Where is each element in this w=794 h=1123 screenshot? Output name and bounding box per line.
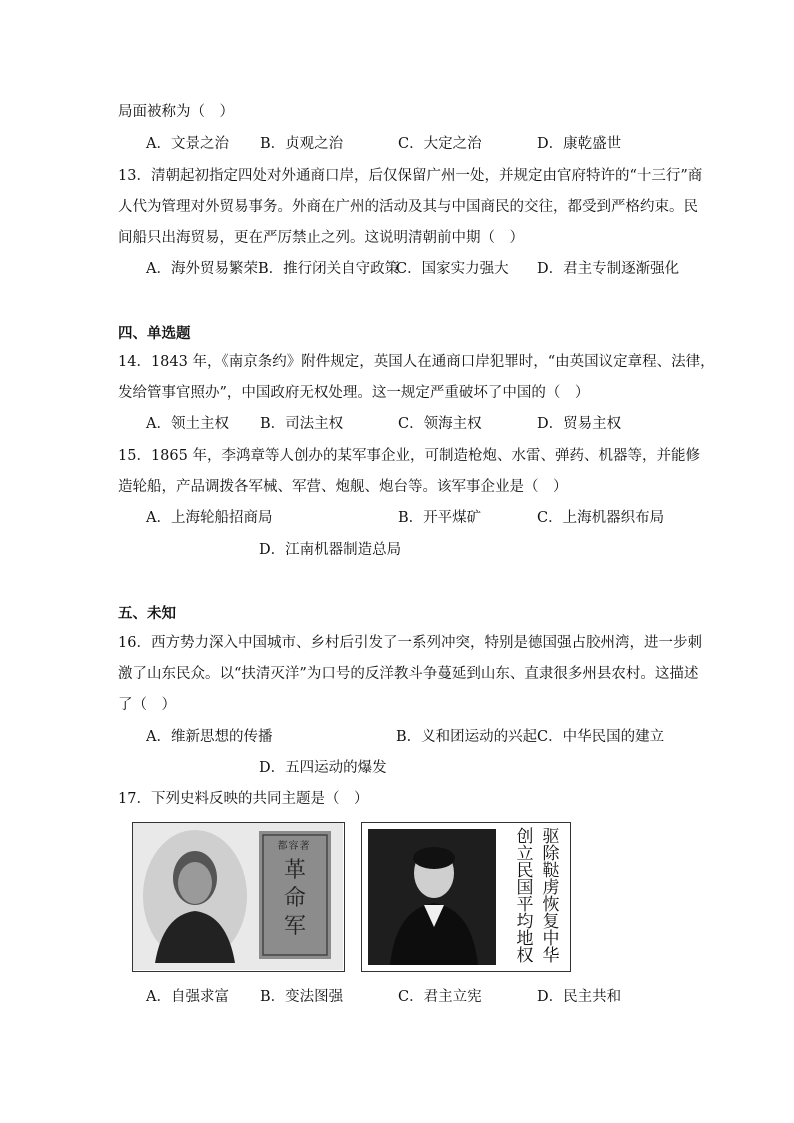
q12-option-a[interactable]: A．文景之治 bbox=[146, 136, 229, 152]
q14-option-a[interactable]: A．领土主权 bbox=[146, 416, 229, 432]
sun-yatsen-photo bbox=[362, 823, 569, 970]
q12-option-d[interactable]: D．康乾盛世 bbox=[537, 136, 622, 152]
q16-stem-line-3: 了（ ） bbox=[118, 697, 176, 713]
q15-option-c[interactable]: C．上海机器织布局 bbox=[537, 510, 665, 526]
figure-zou-rong-and-book bbox=[132, 822, 345, 972]
q17-stem: 17．下列史料反映的共同主题是（ ） bbox=[118, 791, 369, 807]
q16-option-b[interactable]: B．义和团运动的兴起 bbox=[396, 729, 538, 745]
q17-option-a[interactable]: A．自强求富 bbox=[146, 989, 229, 1005]
figure-sun-yatsen-and-calligraphy bbox=[361, 822, 571, 972]
q15-stem-line-1: 15．1865 年，李鸿章等人创办的某军事企业，可制造枪炮、水雷、弹药、机器等，并能修 bbox=[118, 448, 700, 464]
q13-stem-line-2: 人代为管理对外贸易事务。外商在广州的活动及其与中国商民的交往，都受到严格约束。民 bbox=[118, 199, 698, 215]
q17-option-b[interactable]: B．变法图强 bbox=[260, 989, 344, 1005]
q12-option-b[interactable]: B．贞观之治 bbox=[260, 136, 344, 152]
calligraphy-right-column: 驱除鞑虏恢复中华 bbox=[542, 827, 560, 966]
q14-stem-line-2: 发给管事官照办”，中国政府无权处理。这一规定严重破坏了中国的（ ） bbox=[118, 385, 590, 401]
section-heading-unknown: 五、未知 bbox=[118, 605, 176, 622]
q14-option-c[interactable]: C．领海主权 bbox=[398, 416, 482, 432]
q17-option-c[interactable]: C．君主立宪 bbox=[398, 989, 482, 1005]
q15-option-a[interactable]: A．上海轮船招商局 bbox=[146, 510, 273, 526]
q14-stem-line-1: 14．1843 年，《南京条约》附件规定，英国人在通商口岸犯罪时，“由英国议定章程、法律， bbox=[118, 354, 715, 370]
q17-option-d[interactable]: D．民主共和 bbox=[537, 989, 622, 1005]
section-heading-single-choice: 四、单选题 bbox=[118, 325, 191, 342]
q15-option-b[interactable]: B．开平煤矿 bbox=[398, 510, 482, 526]
q13-option-a[interactable]: A．海外贸易繁荣 bbox=[146, 261, 258, 277]
calligraphy-left-column: 创立民国平均地权 bbox=[516, 827, 534, 966]
q12-stem-tail: 局面被称为（ ） bbox=[118, 104, 234, 120]
q15-stem-line-2: 造轮船，产品调拨各军械、军营、炮舰、炮台等。该军事企业是（ ） bbox=[118, 479, 568, 495]
q13-option-b[interactable]: B．推行闭关自守政策 bbox=[258, 261, 400, 277]
q13-option-c[interactable]: C．国家实力强大 bbox=[396, 261, 509, 277]
q14-option-d[interactable]: D．贸易主权 bbox=[537, 416, 622, 432]
q15-option-d[interactable]: D．江南机器制造总局 bbox=[259, 542, 402, 558]
q14-option-b[interactable]: B．司法主权 bbox=[260, 416, 344, 432]
q13-stem-line-1: 13．清朝起初指定四处对外通商口岸，后仅保留广州一处，并规定由官府特许的“十三行”商 bbox=[118, 168, 703, 184]
q12-option-c[interactable]: C．大定之治 bbox=[398, 136, 482, 152]
q16-stem-line-1: 16．西方势力深入中国城市、乡村后引发了一系列冲突，特别是德国强占胶州湾，进一步刺 bbox=[118, 635, 702, 651]
q16-option-d[interactable]: D．五四运动的爆发 bbox=[259, 760, 387, 776]
q16-option-a[interactable]: A．维新思想的传播 bbox=[146, 729, 273, 745]
book-author-text: 都容著 bbox=[277, 841, 311, 852]
q13-option-d[interactable]: D．君主专制逐渐强化 bbox=[537, 261, 680, 277]
q16-option-c[interactable]: C．中华民国的建立 bbox=[537, 729, 665, 745]
book-title-text: 革命军 bbox=[283, 858, 306, 939]
q16-stem-line-2: 激了山东民众。以“扶清灭洋”为口号的反洋教斗争蔓延到山东、直隶很多州县农村。这描述 bbox=[118, 666, 699, 682]
q13-stem-line-3: 间船只出海贸易，更在严厉禁止之列。这说明清朝前中期（ ） bbox=[118, 230, 524, 246]
